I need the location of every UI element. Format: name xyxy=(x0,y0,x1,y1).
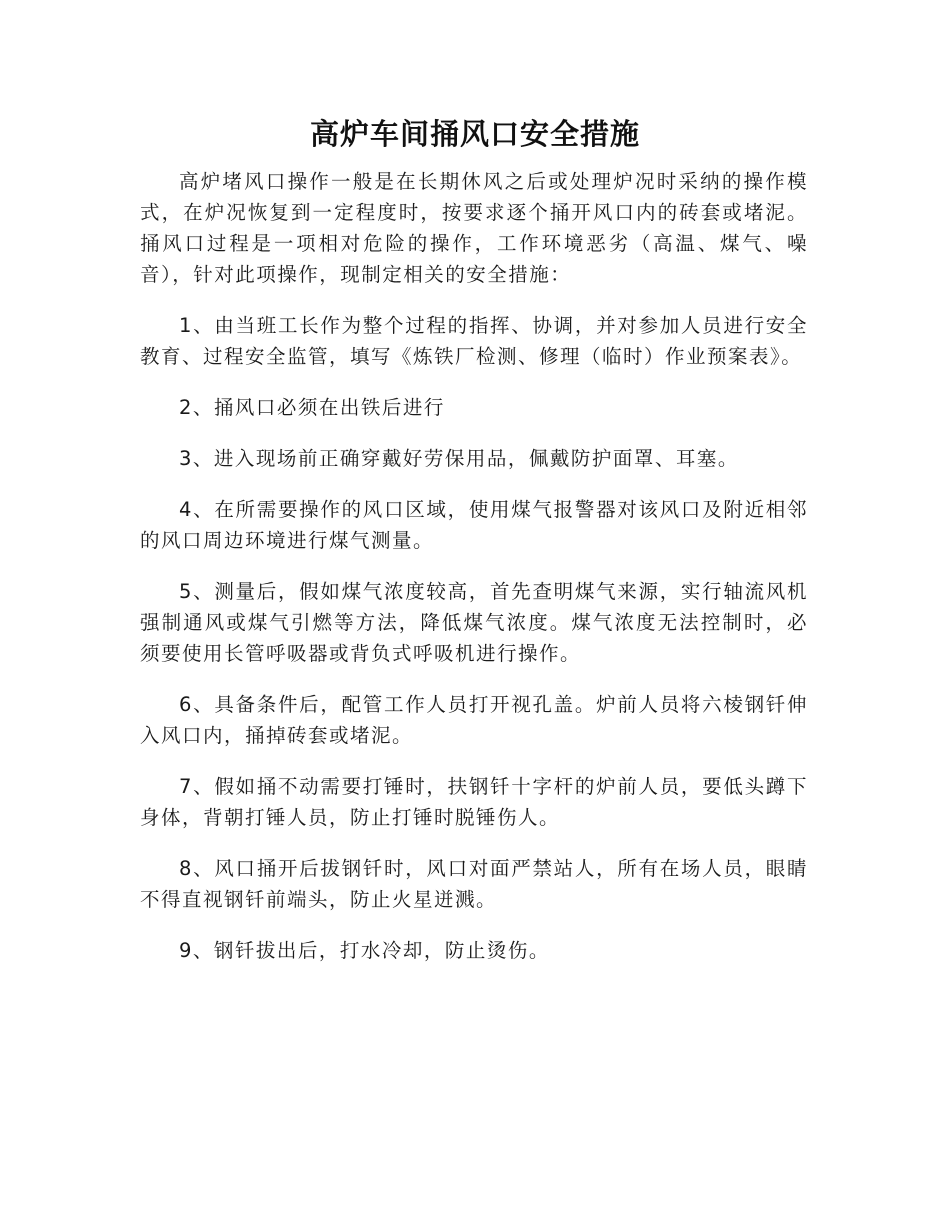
list-item: 6、具备条件后，配管工作人员打开视孔盖。炉前人员将六棱钢钎伸入风口内，捅掉砖套或堵泥。 xyxy=(140,693,808,747)
document-body xyxy=(140,166,808,986)
list-item: 5、测量后，假如煤气浓度较高，首先查明煤气来源，实行轴流风机强制通风或煤气引燃等方法，降低煤气浓度。煤气浓度无法控制时，必须要使用长管呼吸器或背负式呼吸机进行操作。 xyxy=(140,580,808,665)
list-item: 8、风口捅开后拔钢钎时，风口对面严禁站人，所有在场人员，眼睛不得直视钢钎前端头，防止火星迸溅。 xyxy=(140,857,808,911)
document-title: 高炉车间捅风口安全措施 xyxy=(309,117,640,151)
list-item: 1、由当班工长作为整个过程的指挥、协调，并对参加人员进行安全教育、过程安全监管，填写《炼铁厂检测、修理（临时）作业预案表》。 xyxy=(140,314,808,368)
list-item: 9、钢钎拔出后，打水冷却，防止烫伤。 xyxy=(179,939,550,962)
intro-paragraph: 高炉堵风口操作一般是在长期休风之后或处理炉况时采纳的操作模式，在炉况恢复到一定程度时，按要求逐个捅开风口内的砖套或堵泥。捅风口过程是一项相对危险的操作，工作环境恶劣（高温、煤气、噪音），针对此项操作，现制定相关的安全措施： xyxy=(140,170,808,286)
list-item: 3、进入现场前正确穿戴好劳保用品，佩戴防护面罩、耳塞。 xyxy=(179,447,739,470)
list-item: 4、在所需要操作的风口区域，使用煤气报警器对该风口及附近相邻的风口周边环境进行煤气测量。 xyxy=(140,498,808,552)
list-item: 7、假如捅不动需要打锤时，扶钢钎十字杆的炉前人员，要低头蹲下身体，背朝打锤人员，防止打锤时脱锤伤人。 xyxy=(140,775,808,829)
list-item: 2、捅风口必须在出铁后进行 xyxy=(179,396,445,419)
